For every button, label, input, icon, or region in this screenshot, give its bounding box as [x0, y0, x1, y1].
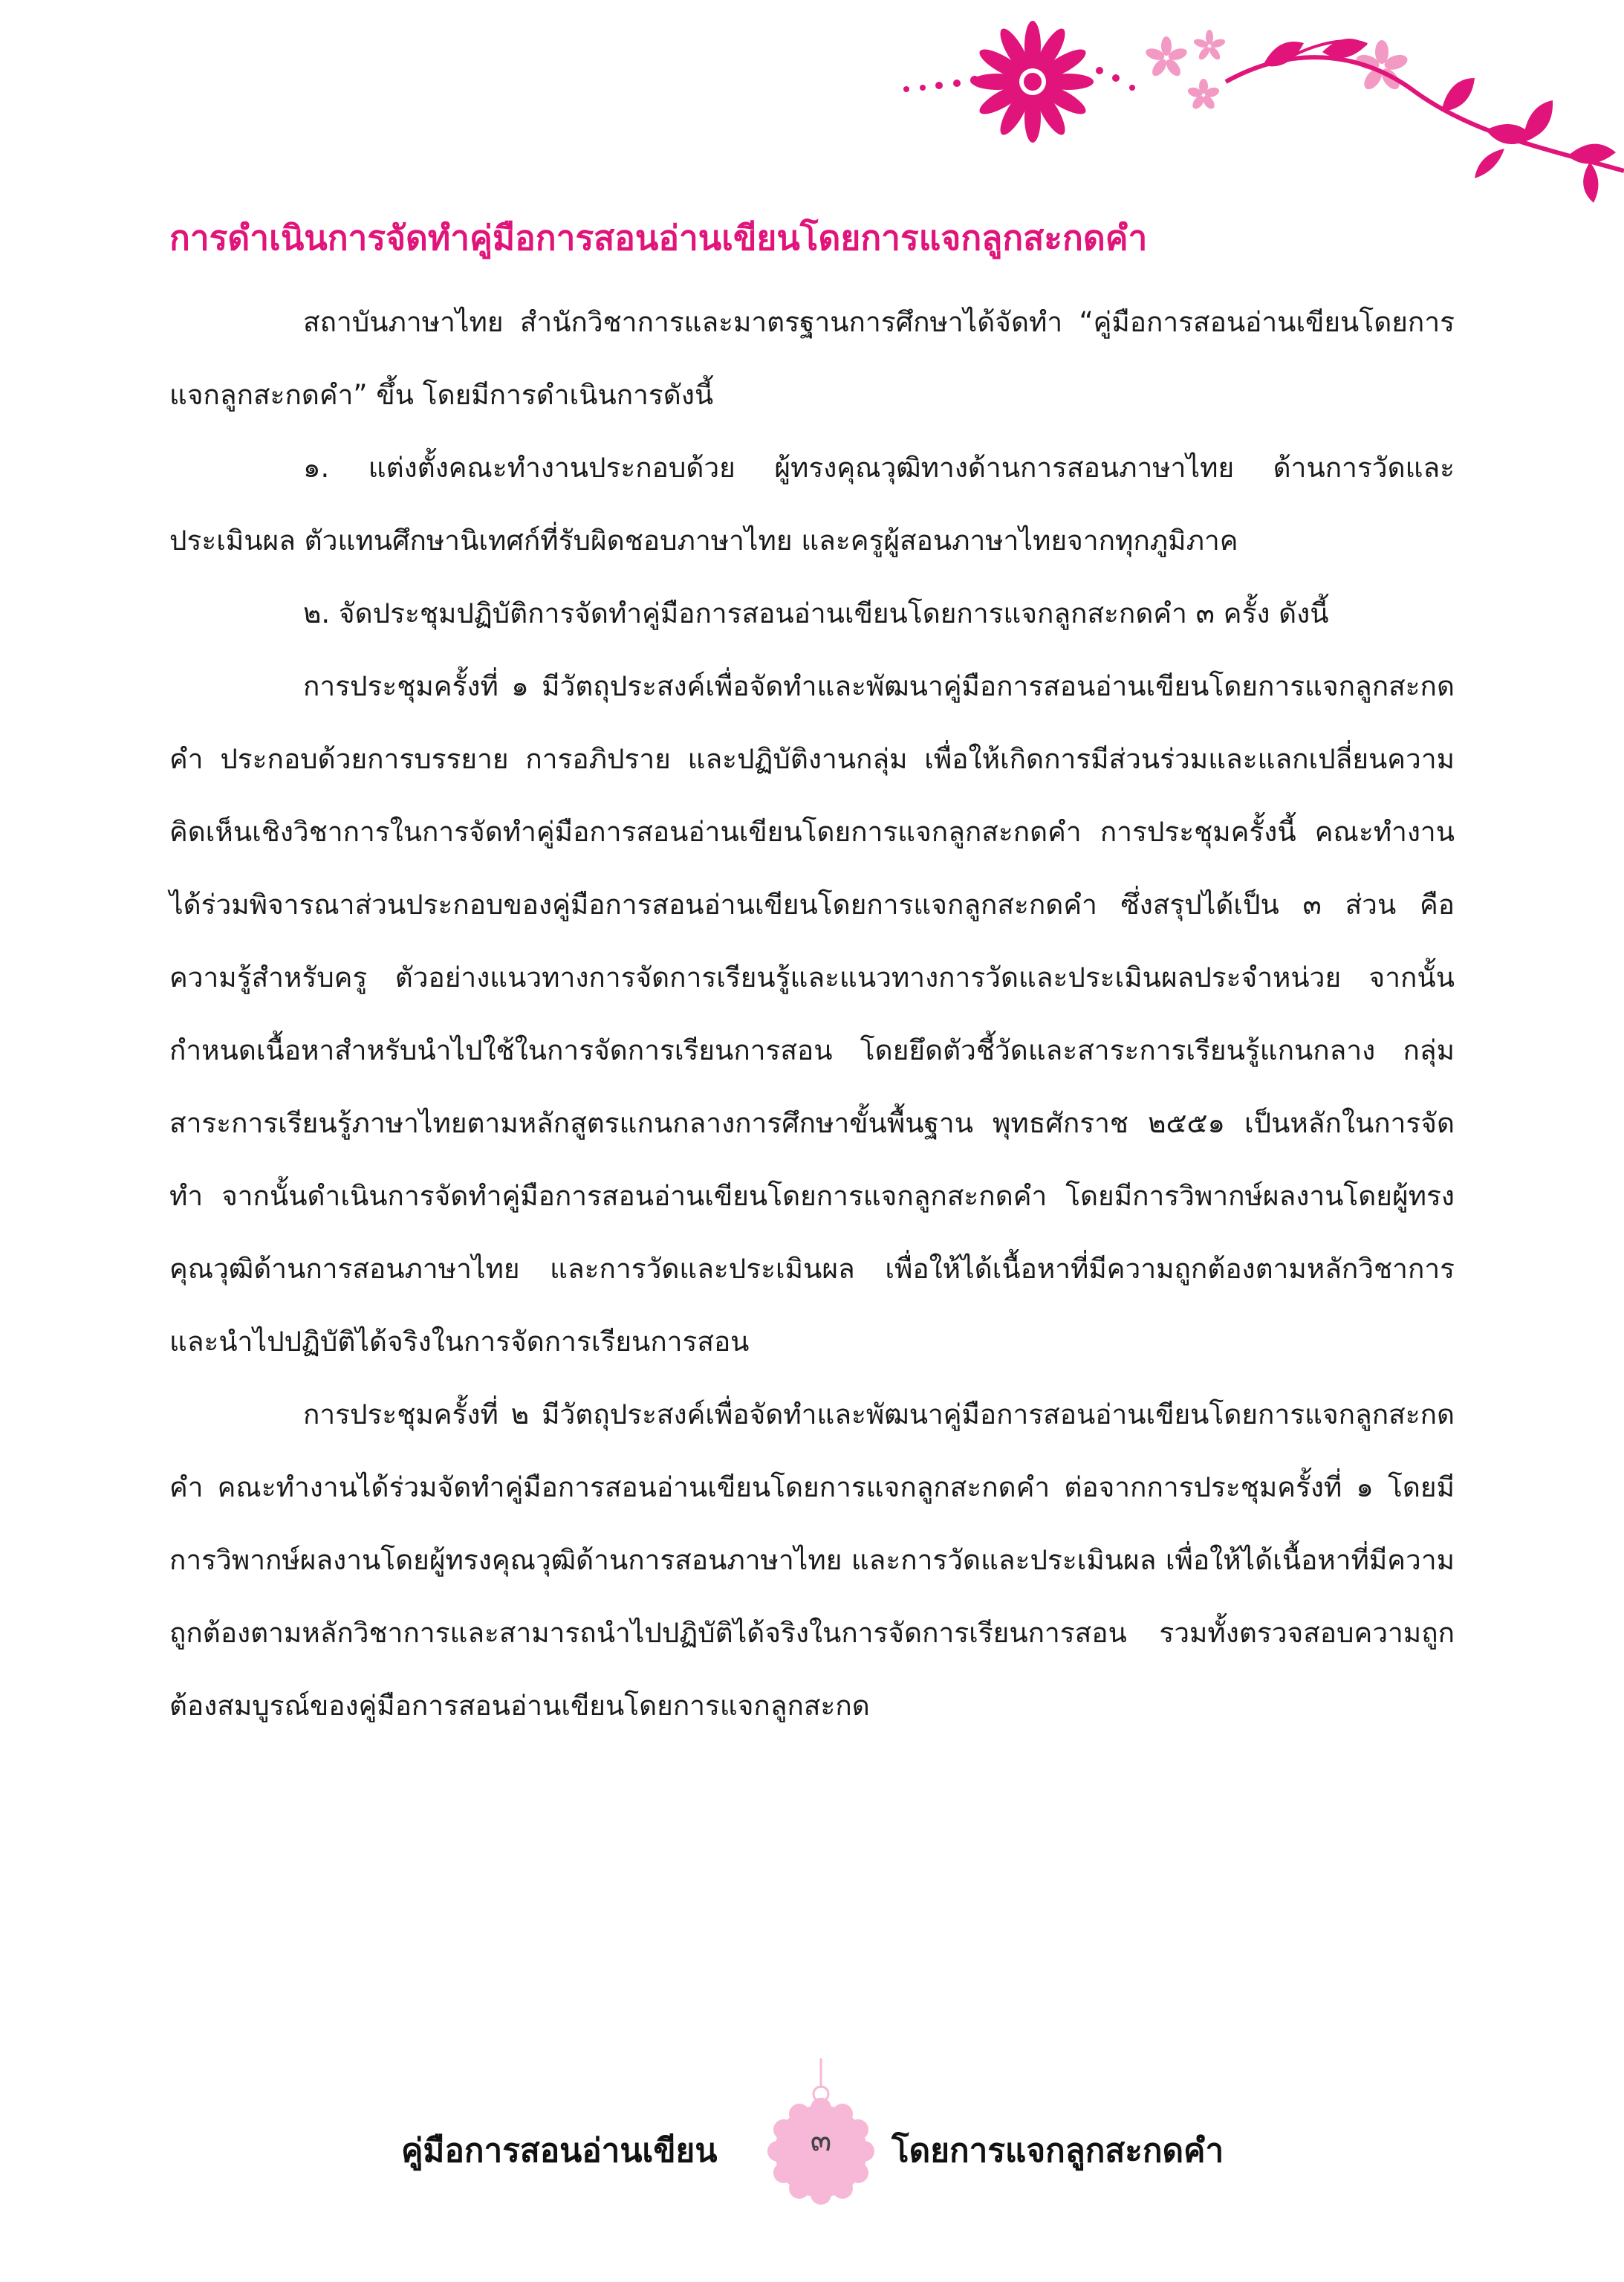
page-title: การดำเนินการจัดทำคู่มือการสอนอ่านเขียนโดยการแจกลูกสะกดคำ — [169, 218, 1148, 258]
document-body — [169, 212, 1455, 1743]
footer-left-label: คู่มือการสอนอ่านเขียน — [401, 2132, 718, 2170]
floral-vine-decoration — [877, 0, 1624, 215]
paragraph-item-2: ๒. จัดประชุมปฏิบัติการจัดทำคู่มือการสอนอ่านเขียนโดยการแจกลูกสะกดคำ ๓ ครั้ง ดังนี้ — [303, 597, 1329, 629]
paragraph-item-1: ๑. แต่งตั้งคณะทำงานประกอบด้วย ผู้ทรงคุณวุฒิทางด้านการสอนภาษาไทย ด้านการวัดและประเมินผล ตัวแทนศึกษานิเทศก์ที่รับผิดชอบภาษาไทย และครูผู้สอนภาษาไทยจากทุกภูมิภาค — [169, 452, 1455, 557]
paragraph-meeting-2: การประชุมครั้งที่ ๒ มีวัตถุประสงค์เพื่อจัดทำและพัฒนาคู่มือการสอนอ่านเขียนโดยการแจกลูกสะกดคำ คณะทำงานได้ร่วมจัดทำคู่มือการสอนอ่านเขียนโดยการแจกลูกสะกดคำ ต่อจากการประชุมครั้งที่ ๑ โดยมีการวิพากษ์ผลงานโดยผู้ทรงคุณวุฒิด้านการสอนภาษาไทย และการวัดและประเมินผล เพื่อให้ได้เนื้อหาที่มีความถูกต้องตามหลักวิชาการและสามารถนำไปปฏิบัติได้จริงในการจัดการเรียนการสอน รวมทั้งตรวจสอบความถูกต้องสมบูรณ์ของคู่มือการสอนอ่านเขียนโดยการแจกลูกสะกด — [169, 1398, 1455, 1722]
paragraph-intro: สถาบันภาษาไทย สำนักวิชาการและมาตรฐานการศึกษาได้จัดทำ “คู่มือการสอนอ่านเขียนโดยการแจกลูกสะกดคำ” ขึ้น โดยมีการดำเนินการดังนี้ — [169, 306, 1455, 411]
footer-right-label: โดยการแจกลูกสะกดคำ — [891, 2132, 1224, 2170]
page-number: ๓ — [810, 2121, 832, 2158]
flower-badge-icon — [0, 2058, 1624, 2281]
paragraph-meeting-1: การประชุมครั้งที่ ๑ มีวัตถุประสงค์เพื่อจัดทำและพัฒนาคู่มือการสอนอ่านเขียนโดยการแจกลูกสะกดคำ ประกอบด้วยการบรรยาย การอภิปราย และปฏิบัติงานกลุ่ม เพื่อให้เกิดการมีส่วนร่วมและแลกเปลี่ยนความคิดเห็นเชิงวิชาการในการจัดทำคู่มือการสอนอ่านเขียนโดยการแจกลูกสะกดคำ การประชุมครั้งนี้ คณะทำงานได้ร่วมพิจารณาส่วนประกอบของคู่มือการสอนอ่านเขียนโดยการแจกลูกสะกดคำ ซึ่งสรุปได้เป็น ๓ ส่วน คือ ความรู้สำหรับครู ตัวอย่างแนวทางการจัดการเรียนรู้และแนวทางการวัดและประเมินผลประจำหน่วย จากนั้นกำหนดเนื้อหาสำหรับนำไปใช้ในการจัดการเรียนการสอน โดยยึดตัวชี้วัดและสาระการเรียนรู้แกนกลาง กลุ่มสาระการเรียนรู้ภาษาไทยตามหลักสูตรแกนกลางการศึกษาขั้นพื้นฐาน พุทธศักราช ๒๕๕๑ เป็นหลักในการจัดทำ จากนั้นดำเนินการจัดทำคู่มือการสอนอ่านเขียนโดยการแจกลูกสะกดคำ โดยมีการวิพากษ์ผลงานโดยผู้ทรงคุณวุฒิด้านการสอนภาษาไทย และการวัดและประเมินผล เพื่อให้ได้เนื้อหาที่มีความถูกต้องตามหลักวิชาการและนำไปปฏิบัติได้จริงในการจัดการเรียนการสอน — [169, 670, 1455, 1358]
